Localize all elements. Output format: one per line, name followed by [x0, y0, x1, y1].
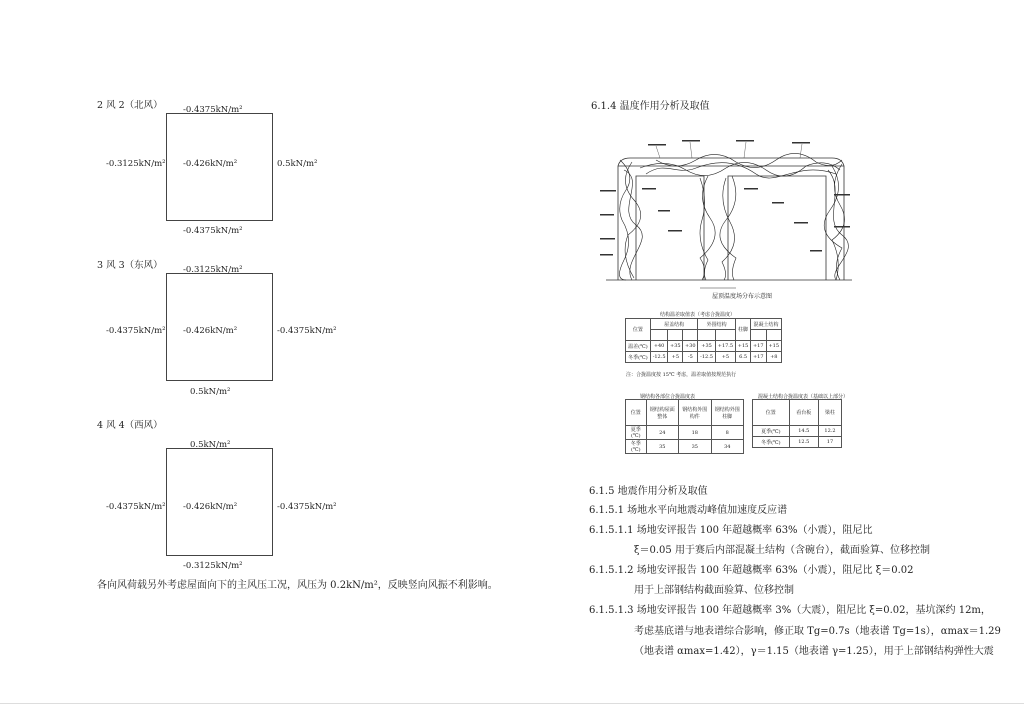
table-3-cell: 12.2 — [818, 426, 841, 437]
wind-3-title: 3 风 3（东风） — [97, 260, 163, 271]
table-1-header: 外围结构 — [698, 319, 736, 330]
table-1-cell: +17 — [751, 341, 766, 352]
table-1-cell: +15 — [736, 341, 751, 352]
table-3-cell: 冬季(℃) — [753, 437, 790, 448]
table-1-cell: 冬季(℃) — [626, 352, 651, 363]
wind-4-top-load: 0.5kN/m² — [190, 440, 231, 450]
temperature-field-diagram — [596, 130, 852, 296]
table-1-cell: 温差(℃) — [626, 341, 651, 352]
section-6-1-5-1-3-continued-1: 考虑基底谱与地表谱综合影响，修正取 Tg=0.7s（地表谱 Tg=1s），αmax＝1.29 — [634, 626, 1001, 637]
figure-caption: 屋顶温度场分布示意图 — [712, 293, 773, 300]
section-6-1-5-1-2: 6.1.5.1.2 场地安评报告 100 年超越概率 63%（小震），阻尼比 ξ＝0.02 — [589, 565, 914, 576]
section-6-1-5-1-3-continued-2: （地表谱 αmax=1.42），γ＝1.15（地表谱 γ=1.25），用于上部钢结构弹性大震 — [634, 646, 994, 657]
table-2-cell: 8 — [711, 426, 744, 440]
table-1-header: 柱脚 — [736, 319, 751, 341]
wind-3-bottom-load: 0.5kN/m² — [190, 387, 231, 397]
table-3-cell: 17 — [818, 437, 841, 448]
table-1-cell: +30 — [683, 341, 698, 352]
table-1-cell: +5 — [715, 352, 735, 363]
section-6-1-5-title: 6.1.5 地震作用分析及取值 — [589, 486, 708, 497]
wind-note: 各向风荷载另外考虑屋面向下的主风压工况，风压为 0.2kN/m²，反映竖向风振不利影响。 — [97, 580, 498, 591]
table-2-header: 钢结构外围构件 — [679, 400, 711, 426]
table-1-cell: +5 — [668, 352, 683, 363]
table-3-cell: 12.5 — [789, 437, 818, 448]
table-3-header: 看台板 — [789, 400, 818, 426]
page-divider — [0, 703, 1024, 704]
section-6-1-5-1-3: 6.1.5.1.3 场地安评报告 100 年超越概率 3%（大震），阻尼比 ξ=0.02，基坑深约 12m， — [589, 605, 991, 616]
wind-3-center-load: -0.426kN/m² — [183, 326, 238, 336]
table-2-cell: 35 — [679, 440, 711, 454]
table-3-cell: 夏季(℃) — [753, 426, 790, 437]
wind-4-center-load: -0.426kN/m² — [183, 502, 238, 512]
table-1-header: 屋盖结构 — [650, 319, 697, 330]
section-6-1-5-1-1: 6.1.5.1.1 场地安评报告 100 年超越概率 63%（小震），阻尼比 — [589, 525, 873, 536]
table-2-cell: 夏季(℃) — [626, 426, 647, 440]
table-1-cell: +8 — [766, 352, 782, 363]
section-6-1-4-title: 6.1.4 温度作用分析及取值 — [591, 101, 710, 112]
table-2 — [625, 399, 744, 454]
table-3-cell: 14.5 — [789, 426, 818, 437]
table-1-cell: +17 — [751, 352, 766, 363]
section-6-1-5-1: 6.1.5.1 场地水平向地震动峰值加速度反应谱 — [589, 505, 788, 516]
table-1-cell: 6.5 — [736, 352, 751, 363]
table-2-header: 钢结构外围柱脚 — [711, 400, 744, 426]
wind-2-top-load: -0.4375kN/m² — [183, 105, 243, 115]
wind-2-bottom-load: -0.4375kN/m² — [183, 226, 243, 236]
table-3-header: 梁柱 — [818, 400, 841, 426]
table-1-cell: +15 — [766, 341, 782, 352]
table-1-note: 注：合拢温度按 15℃ 考虑，温差取值按规范执行 — [626, 372, 737, 378]
wind-4-right-load: -0.4375kN/m² — [277, 502, 337, 512]
table-2-cell: 冬季(℃) — [626, 440, 647, 454]
table-1-cell: +17.5 — [715, 341, 735, 352]
wind-2-title: 2 风 2（北风） — [97, 100, 163, 111]
table-2-caption: 钢结构各部位合拢温度表 — [640, 394, 696, 400]
table-1-cell: +40 — [650, 341, 667, 352]
table-3-header: 位置 — [753, 400, 790, 426]
table-2-header: 位置 — [626, 400, 647, 426]
section-6-1-5-1-2-continued: 用于上部钢结构截面验算、位移控制 — [634, 585, 794, 596]
wind-3-top-load: -0.3125kN/m² — [183, 265, 243, 275]
wind-2-right-load: 0.5kN/m² — [277, 159, 318, 169]
wind-3-left-load: -0.4375kN/m² — [106, 326, 166, 336]
table-1-header: 位置 — [626, 319, 651, 341]
table-2-cell: 18 — [679, 426, 711, 440]
table-1-cell: -5 — [683, 352, 698, 363]
wind-2-center-load: -0.426kN/m² — [183, 159, 238, 169]
section-6-1-5-1-1-continued: ξ＝0.05 用于赛后内部混凝土结构（含碗台），截面验算、位移控制 — [634, 545, 930, 556]
wind-4-title: 4 风 4（西风） — [97, 420, 163, 431]
table-1-cell: +35 — [698, 341, 715, 352]
table-3-caption: 混凝土结构合拢温度表（基础以上部分） — [758, 394, 849, 400]
table-1-cell: -12.5 — [650, 352, 667, 363]
wind-4-bottom-load: -0.3125kN/m² — [183, 561, 243, 571]
table-1-header: 混凝土结构 — [751, 319, 782, 330]
table-2-header: 钢结构屋面整体 — [646, 400, 678, 426]
wind-2-left-load: -0.3125kN/m² — [106, 159, 166, 169]
table-1 — [625, 318, 782, 363]
wind-4-left-load: -0.4375kN/m² — [106, 502, 166, 512]
table-1-caption: 结构温差取值表（考虑合拢温度） — [660, 312, 736, 318]
table-3 — [752, 399, 842, 448]
table-2-cell: 34 — [711, 440, 744, 454]
table-2-cell: 35 — [646, 440, 678, 454]
table-2-cell: 24 — [646, 426, 678, 440]
table-1-cell: +35 — [668, 341, 683, 352]
table-1-cell: -12.5 — [698, 352, 715, 363]
wind-3-right-load: -0.4375kN/m² — [277, 326, 337, 336]
